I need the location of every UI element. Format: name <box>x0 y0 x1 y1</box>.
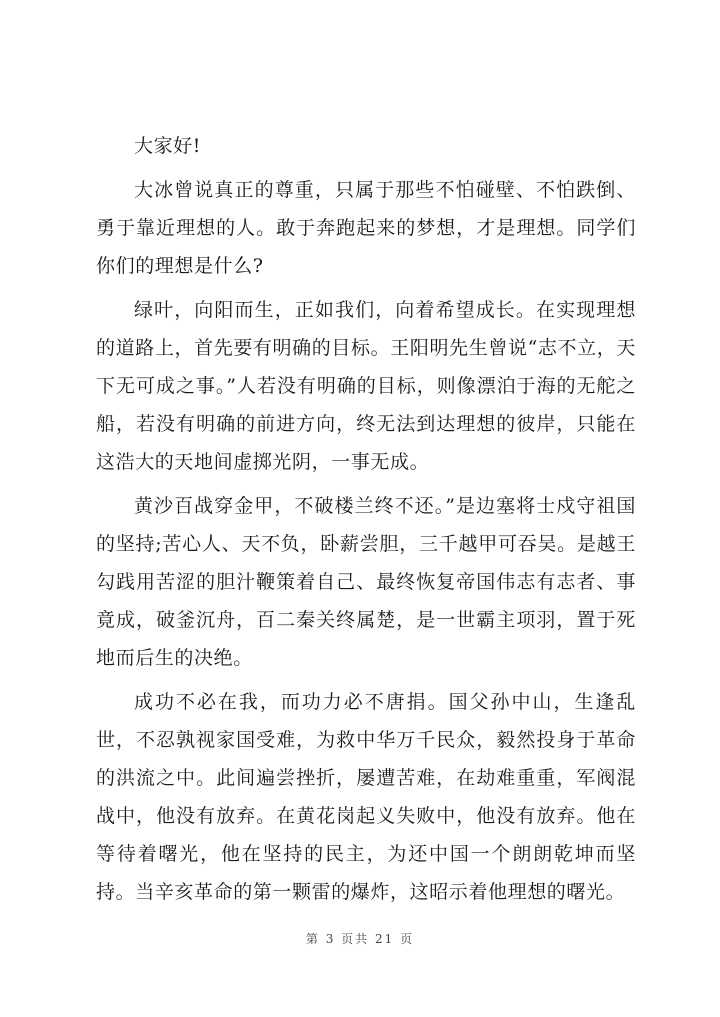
paragraph-goal: 绿叶，向阳而生，正如我们，向着希望成长。在实现理想的道路上，首先要有明确的目标。王阳明先生曾说“志不立，天下无可成之事。”人若没有明确的目标，则像漂泊于海的无舵之船，若没有明确的前进方向，终无法到达理想的彼岸，只能在这浩大的天地间虚掷光阴，一事无成。 <box>96 299 636 473</box>
page-number: 第 3 页共 21 页 <box>305 932 415 946</box>
paragraph-greeting: 大家好! <box>134 135 202 157</box>
paragraph-sun-yat-sen: 成功不必在我，而功力必不唐捐。国父孙中山，生逢乱世，不忍孰视家国受难，为救中华万千民众，毅然投身于革命的洪流之中。此间遍尝挫折，屡遭苦难，在劫难重重，军阀混战中，他没有放弃。在黄花岗起义失败中，他没有放弃。他在等待着曙光，他在坚持的民主，为还中国一个朗朗乾坤而坚持。当辛亥革命的第一颗雷的爆炸，这昭示着他理想的曙光。 <box>96 691 636 903</box>
paragraph-respect: 大冰曾说真正的尊重，只属于那些不怕碰壁、不怕跌倒、勇于靠近理想的人。敢于奔跑起来的梦想，才是理想。同学们你们的理想是什么? <box>96 179 636 277</box>
paragraph-persistence: 黄沙百战穿金甲，不破楼兰终不还。”是边塞将士戍守祖国的坚持;苦心人、天不负，卧薪尝胆，三千越甲可吞吴。是越王勾践用苦涩的胆汁鞭策着自己、最终恢复帝国伟志有志者、事竟成，破釜沉舟，百二秦关终属楚，是一世霸主项羽，置于死地而后生的决绝。 <box>96 495 636 669</box>
document-body <box>96 127 636 911</box>
